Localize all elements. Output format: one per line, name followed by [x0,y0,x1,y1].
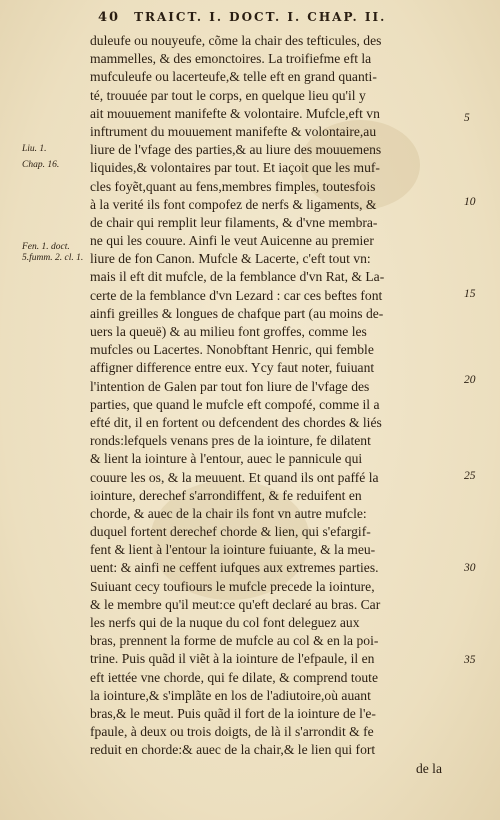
text-line: la iointure,& s'implãte en los de l'adiutoire,où auant [90,687,371,703]
text-line: & lient la iointure à l'entour, auec le pannicule qui [90,451,363,467]
text-line: duquel fortent derechef chorde & lien, qui s'efargif- [90,524,371,540]
text-line: cles foyẽt,quant au fens,membres fimples, toutesfois [90,178,376,194]
text-line: mufculeufe ou lacerteufe,& telle eft en grand quanti- [90,69,377,85]
text-line: ronds:lefquels venans pres de la iointure, fe dilatent [90,433,371,449]
text-line: ainfi greilles & longues de chafque part (au moins de- [90,305,384,321]
text-line: duleufe ou nouyeufe, cõme la chair des tefticules, des [90,33,382,48]
text-line: liure de l'vfage des parties,& au liure des mouuemens [90,142,382,158]
catchword: de la [415,760,442,776]
text-line: fent & lient à l'entour la iointure fuiuante, & la meu- [90,542,376,558]
text-line: bras, prennent la forme de mufcle au col & en la poi- [90,633,379,649]
text-line: chorde, & auec de la chair ils font vn autre mufcle: [90,505,367,521]
margin-note: Fen. 1. doct. 5.fumm. 2. cl. 1. [22,242,84,263]
line-number: 5 [464,112,470,124]
text-line: Suiuant cecy toufiours le mufcle precede la iointure, [90,578,375,594]
text-line: eft iettée vne chorde, qui fe dilate, & comprend toute [90,669,378,685]
text-line: l'intention de Galen par tout fon liure de l'vfage des [90,378,370,394]
running-title: TRAICT. I. DOCT. I. CHAP. II. [134,10,387,24]
text-line: reduit en chorde:& auec de la chair,& le lien qui fort [90,742,376,758]
text-body [90,32,458,778]
margin-note: Chap. 16. [22,160,60,170]
line-number: 15 [464,288,476,300]
text-line: uent: & ainfi ne ceffent iufques aux extremes parties. [90,560,379,576]
text-line: ait mouuement manifefte & volontaire. Mufcle,eft vn [90,105,380,121]
text-line: té, trouuée par tout le corps, en quelque lieu qu'il y [90,87,366,103]
text-line: certe de la femblance d'vn Lezard : car ces beftes font [90,287,383,303]
text-line: inftrument du mouuement manifefte & volontaire,au [90,123,377,139]
text-line: & le membre qu'il meut:ce qu'eft declaré au bras. Car [90,596,381,612]
text-line: iointure, derechef s'arrondiffent, & fe reduifent en [90,487,362,503]
text-line: affigner difference entre eux. Ycy faut noter, fuiuant [90,360,375,376]
text-line: liure de fon Canon. Mufcle & Lacerte, c'eft tout vn: [90,251,371,267]
line-number: 35 [464,654,476,666]
page-number: 40 [98,10,121,25]
text-line: de chair qui remplit leur filaments, & d'vne membra- [90,214,378,230]
text-line: trine. Puis quãd il viẽt à la iointure de l'efpaule, il en [90,651,375,667]
text-line: mais il eft dit mufcle, de la femblance d'vn Rat, & La- [90,269,385,285]
text-line: couure les os, & la meuuent. Et quand ils ont paffé la [90,469,379,485]
margin-note: Liu. 1. [22,144,47,154]
text-line: fpaule, à deux ou trois doigts, de là il s'arrondit & fe [90,724,374,740]
line-number: 20 [464,374,476,386]
text-line: uers la queuë) & au milieu font groffes, comme les [90,324,367,339]
text-line: à la verité ils font compofez de nerfs & ligaments, & [90,196,377,212]
text-line: mufcles ou Lacertes. Nonobftant Henric, qui femble [90,342,374,358]
text-line: ne qui les couure. Ainfi le veut Auicenne au premier [90,233,374,249]
page-header [98,10,478,25]
line-number: 25 [464,470,476,482]
text-line: efté dit, il en fortent ou defcendent des chordes & liés [90,414,382,430]
text-line: liquides,& volontaires par tout. Et iaçoit que les muf- [90,160,380,176]
line-number: 30 [464,562,476,574]
text-line: les nerfs qui de la nuque du col font deleguez aux [90,615,360,630]
text-line: bras,& le meut. Puis quãd il fort de la iointure de l'e- [90,705,376,721]
text-line: parties, que quand le mufcle eft compofé, comme il a [90,396,380,412]
text-line: mammelles, & des emonctoires. La troifiefme eft la [90,51,372,67]
line-number: 10 [464,196,476,208]
